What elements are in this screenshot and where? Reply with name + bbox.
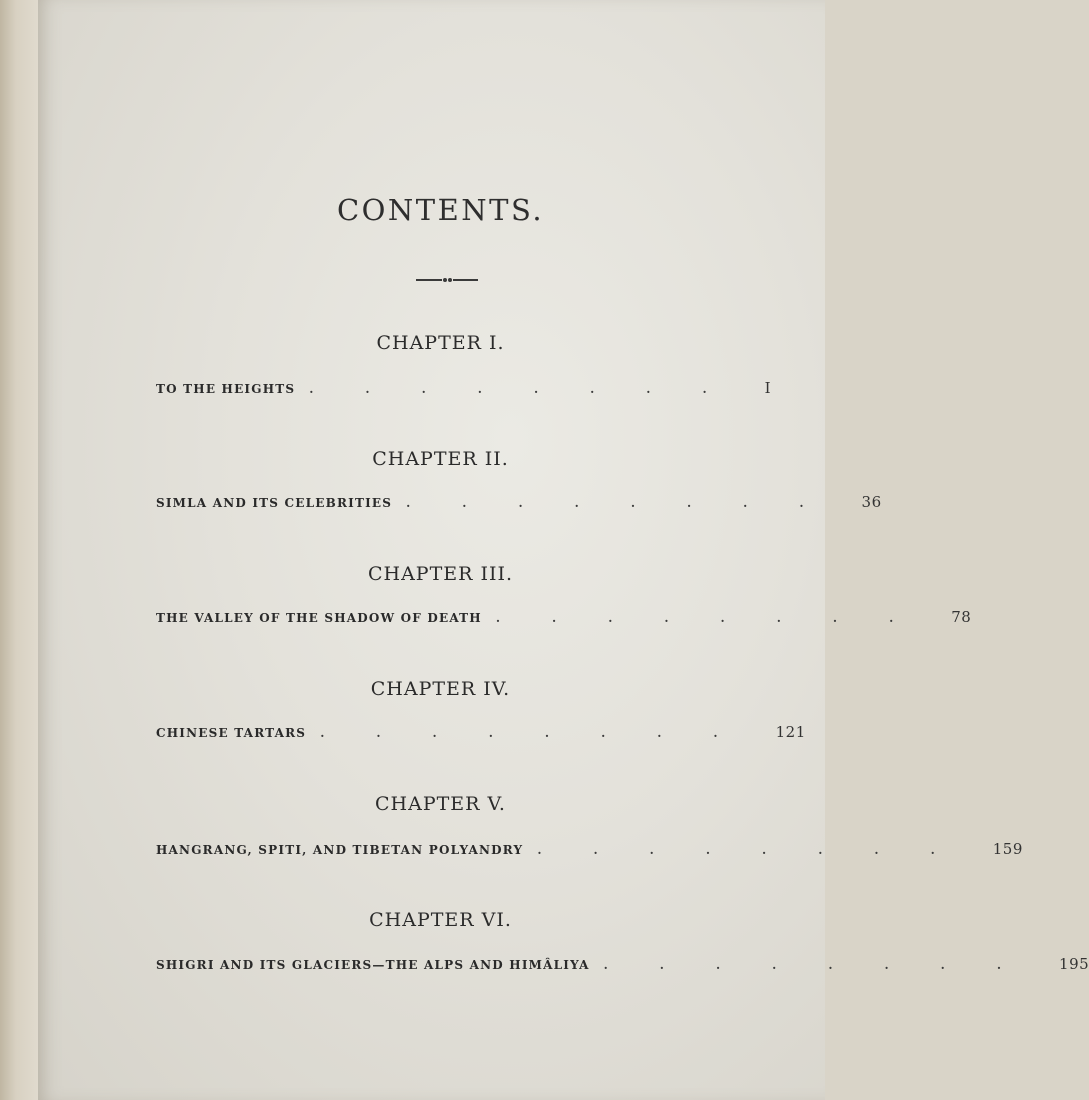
contents-title: CONTENTS. — [336, 193, 545, 227]
toc-entry-5[interactable] — [156, 840, 1023, 860]
book-page — [38, 0, 825, 1100]
dot-leader-icon: ........ — [406, 496, 856, 510]
chapter-title-3: THE VALLEY OF THE SHADOW OF DEATH — [156, 611, 482, 625]
chapter-heading-5: CHAPTER V. — [375, 793, 506, 815]
chapter-title-2: SIMLA AND ITS CELEBRITIES — [156, 496, 393, 510]
ornament-divider — [416, 278, 478, 282]
chapter-heading-2: CHAPTER II. — [372, 448, 509, 470]
toc-entry-6[interactable] — [156, 955, 1089, 975]
page-number-2: 36 — [861, 493, 882, 511]
chapter-heading-6: CHAPTER VI. — [369, 909, 512, 931]
page-number-6: 195 — [1059, 955, 1089, 973]
chapter-title-4: CHINESE TARTARS — [156, 726, 307, 740]
chapter-title-6: SHIGRI AND ITS GLACIERS—THE ALPS AND HIMÂLIYA — [156, 958, 590, 972]
dot-leader-icon: ........ — [309, 382, 759, 396]
dot-leader-icon: ........ — [320, 726, 770, 740]
toc-entry-4[interactable] — [156, 723, 806, 743]
page-number-3: 78 — [951, 608, 972, 626]
dot-leader-icon: ........ — [603, 958, 1054, 972]
toc-entry-3[interactable] — [156, 608, 972, 628]
chapter-title-5: HANGRANG, SPITI, AND TIBETAN POLYANDRY — [156, 843, 524, 857]
page-number-5: 159 — [992, 840, 1023, 858]
toc-entry-2[interactable] — [156, 493, 882, 513]
page-number-1: I — [764, 379, 772, 397]
dot-leader-icon: ........ — [537, 843, 987, 857]
toc-entry-1[interactable] — [156, 379, 772, 399]
page-edge — [0, 0, 41, 1100]
chapter-heading-4: CHAPTER IV. — [370, 678, 511, 700]
chapter-title-1: TO THE HEIGHTS — [156, 382, 296, 396]
chapter-heading-1: CHAPTER I. — [376, 332, 505, 354]
chapter-heading-3: CHAPTER III. — [367, 563, 514, 585]
dot-leader-icon: ........ — [495, 611, 946, 625]
page-number-4: 121 — [775, 723, 806, 741]
